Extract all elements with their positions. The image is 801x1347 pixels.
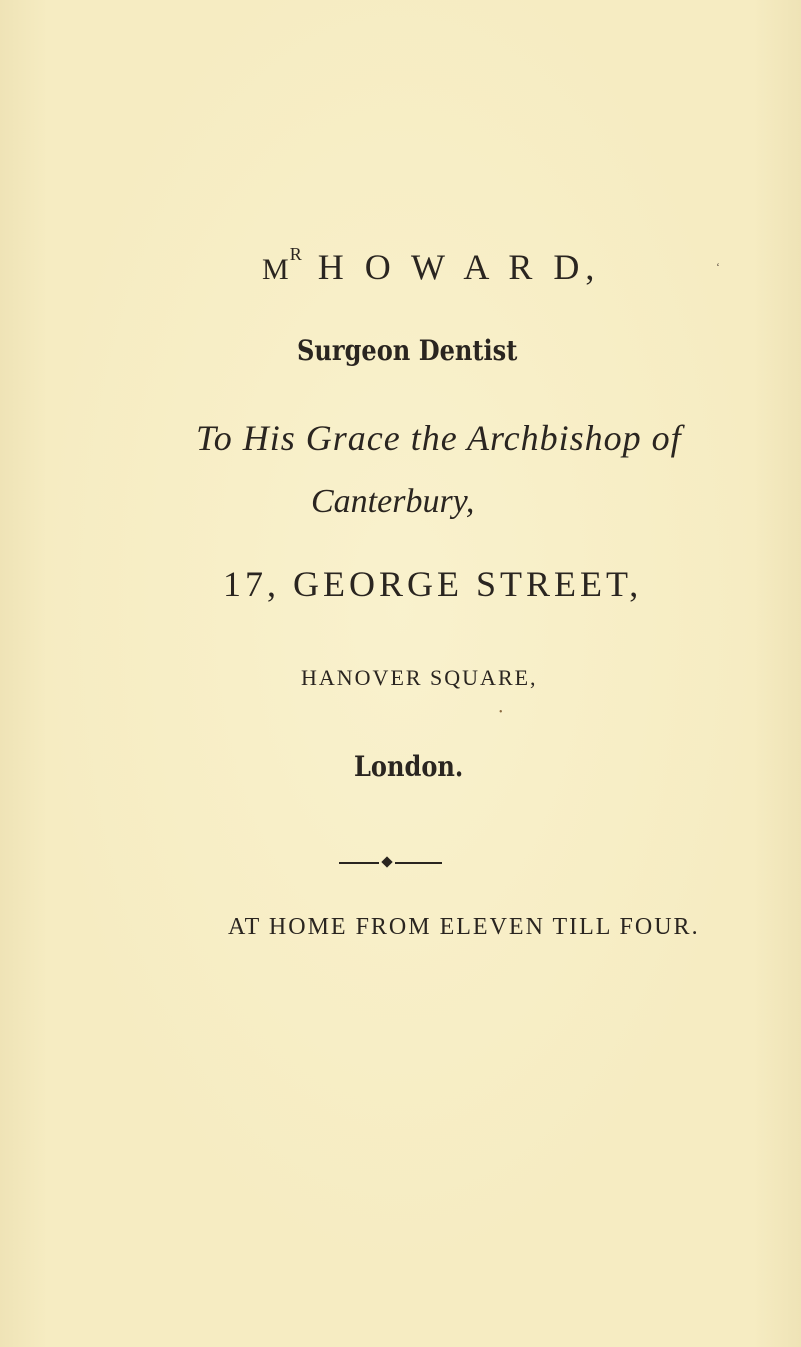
visiting-hours: AT HOME FROM ELEVEN TILL FOUR.: [228, 914, 700, 940]
profession-title: Surgeon Dentist: [297, 334, 518, 367]
appointment-line: To His Grace the Archbishop of: [196, 418, 682, 458]
diamond-rule-divider: [339, 858, 442, 868]
square-address: HANOVER SQUARE,: [301, 665, 538, 690]
appointment-place: Canterbury,: [311, 483, 475, 520]
name-heading: [262, 246, 600, 288]
divider-rule-left: [339, 862, 379, 864]
stray-mark-middle: •: [499, 707, 503, 718]
name-title-prefix: $M^R$: [262, 244, 303, 286]
city-name: London.: [354, 750, 464, 783]
diamond-icon: [381, 856, 392, 867]
surname: H O W A R D,: [317, 247, 601, 287]
street-address: 17, GEORGE STREET,: [223, 564, 643, 604]
divider-rule-right: [395, 862, 442, 864]
stray-mark-top: ‘: [716, 260, 720, 274]
name-title-superscript: R: [289, 244, 303, 264]
